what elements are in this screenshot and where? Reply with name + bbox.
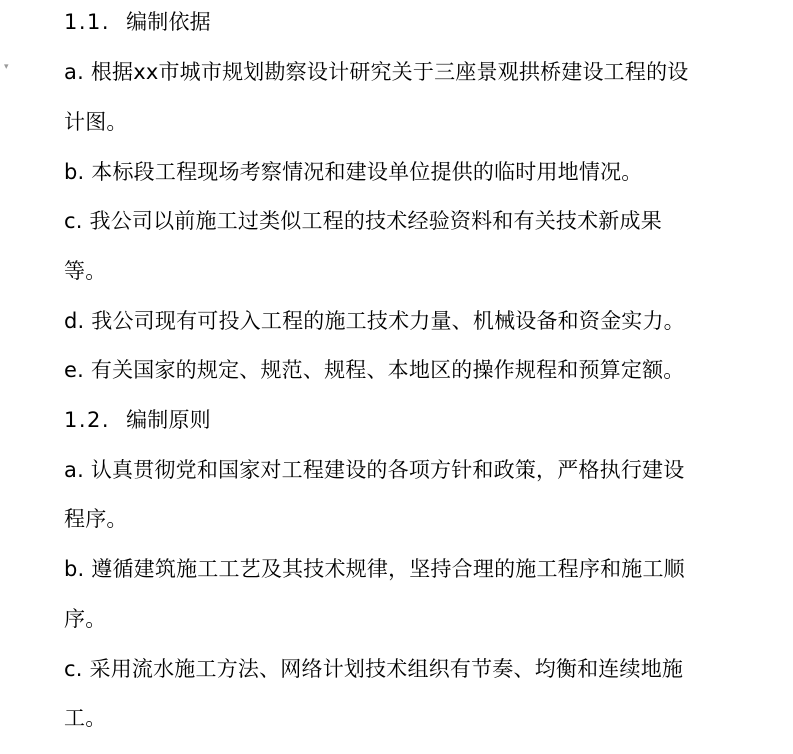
section-heading-1-1: [64, 7, 764, 37]
paragraph-line: 计图。: [64, 110, 128, 134]
paragraph-line: 序。: [64, 607, 107, 631]
paragraph-line: 程序。: [64, 507, 128, 531]
paragraph-line: c. 采用流水施工方法、网络计划技术组织有节奏、均衡和连续地施: [64, 657, 684, 681]
paragraph-line: 工。: [64, 706, 107, 730]
section-heading-1-2: [64, 405, 764, 435]
paragraph-line: b. 遵循建筑施工工艺及其技术规律，坚持合理的施工程序和施工顺: [64, 557, 685, 581]
section-number: 1.2.: [64, 408, 111, 432]
paragraph-line: a. 认真贯彻党和国家对工程建设的各项方针和政策，严格执行建设: [64, 458, 685, 482]
paragraph-line: b. 本标段工程现场考察情况和建设单位提供的临时用地情况。: [64, 160, 643, 184]
paragraph-line: c. 我公司以前施工过类似工程的技术经验资料和有关技术新成果: [64, 209, 662, 233]
section-number: 1.1.: [64, 10, 111, 34]
paragraph-line: a. 根据xx市城市规划勘察设计研究关于三座景观拱桥建设工程的设: [64, 60, 689, 84]
section-title: 编制原则: [126, 408, 211, 432]
paragraph-line: 等。: [64, 259, 107, 283]
paragraph-line: e. 有关国家的规定、规范、规程、本地区的操作规程和预算定额。: [64, 358, 685, 382]
section-title: 编制依据: [126, 10, 211, 34]
margin-marker: ▾: [4, 62, 9, 72]
paragraph-line: d. 我公司现有可投入工程的施工技术力量、机械设备和资金实力。: [64, 309, 685, 333]
